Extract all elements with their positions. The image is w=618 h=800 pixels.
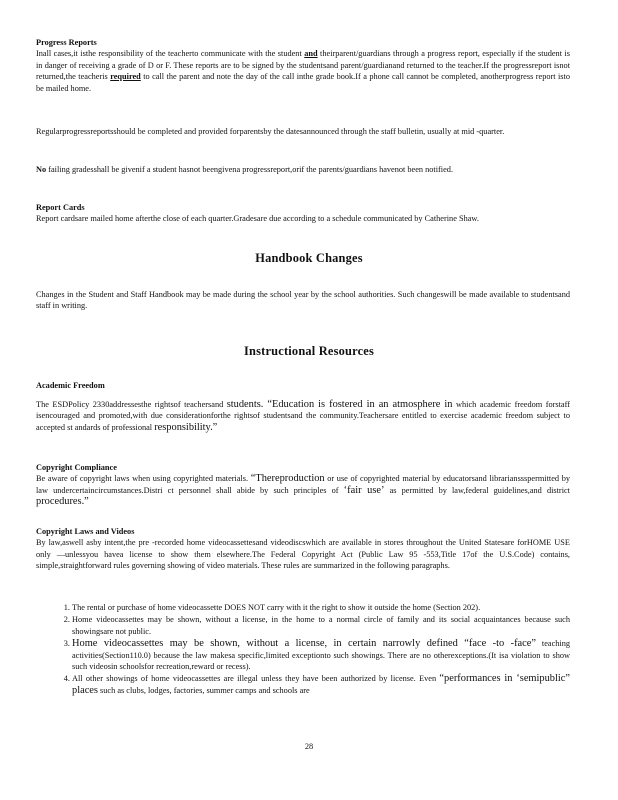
- text-run-large: Home videocassettes may be shown, without a license, in certain narrowly defined “face -to -face”: [72, 638, 536, 650]
- report-cards-section: [36, 202, 570, 225]
- academic-freedom-section: [36, 380, 570, 391]
- instructional-resources-heading: Instructional Resources: [244, 344, 374, 358]
- progress-reports-paragraph-2: Regularprogressreportsshould be completed and provided forparentsby the datesannounced through the staff bulletin, usually at mid -quarter.: [36, 127, 505, 136]
- progress-reports-paragraph-1: [36, 48, 570, 94]
- report-cards-heading: Report Cards: [36, 203, 85, 212]
- handbook-changes-section: [36, 289, 570, 312]
- text-run-large: ‘fair use’: [343, 484, 385, 496]
- list-item: [72, 673, 570, 696]
- text-run-large: students. “Education is fostered in an atmosphere in: [226, 399, 453, 410]
- report-cards-paragraph: Report cardsare mailed home afterthe close of each quarter.Gradesare due according to a schedule communicated by Catherine Shaw.: [36, 214, 479, 224]
- text-run: Be aware of copyright laws when using copyrighted materials.: [36, 474, 251, 484]
- progress-reports-paragraph-3-block: [36, 164, 570, 175]
- list-item: [72, 614, 570, 637]
- text-run-large: responsibility.”: [154, 421, 218, 433]
- video-rules-list: [50, 602, 570, 696]
- text-run: All other showings of home videocassettes are illegal unless they have been authorized by license. Even: [72, 674, 440, 684]
- handbook-changes-heading: Handbook Changes: [255, 251, 363, 265]
- text-run: failing gradesshall be givenif a student hasnot beengivena progressreport,orif the parents/guardians havenot been notified.: [46, 165, 454, 174]
- academic-freedom-heading: Academic Freedom: [36, 381, 105, 390]
- video-rules-list-block: [50, 602, 570, 697]
- text-run: The rental or purchase of home videocassette DOES NOT carry with it the right to show it outside the home (Section 202).: [72, 603, 481, 612]
- copyright-compliance-section: [36, 462, 570, 508]
- copyright-videos-paragraph: By law,aswell asby intent,the pre -recorded home videocassettesand videodiscswhich are available in stores throughout the United Statesare forHOME USE only —unlessyou havea license to show them elsewhere.The Federal Copyright Act (Public Law 95 -553,Title 17of the U.S.Code) contains, simple,straightforward rules governing showing of video materials. These rules are summarized in the following paragraphs.: [36, 538, 570, 571]
- text-run-large: “performances in ‘semipublic” places: [72, 673, 570, 696]
- academic-freedom-paragraph: [36, 399, 570, 433]
- emphasis-required: required: [110, 72, 141, 82]
- copyright-videos-section: [36, 526, 570, 572]
- copyright-videos-heading: Copyright Laws and Videos: [36, 527, 135, 536]
- emphasis-and: and: [304, 49, 318, 59]
- text-run: Inall cases,it isthe responsibility of the teacherto communicate with the student: [36, 49, 305, 59]
- text-run: Home videocassettes may be shown, without a license, in the home to a normal circle of family and its social acquaintances because such showingsare not public.: [72, 615, 570, 636]
- text-run: which academic freedom forstaff isencouraged and promoted,with due considerationforthe rightsof studentsand the community.Teachersare entitled to exercise academic freedom subject to accepted st andards of professional: [36, 400, 570, 432]
- academic-freedom-paragraph-block: [36, 399, 570, 433]
- text-run-large: “Thereproduction: [250, 473, 325, 485]
- list-item: [72, 638, 570, 672]
- text-run: The ESDPolicy 2330addressesthe rightsof teachersand: [36, 400, 227, 409]
- progress-reports-paragraph-2-block: [36, 126, 570, 137]
- progress-reports-paragraph-3: [36, 164, 570, 175]
- list-item: [72, 602, 570, 613]
- handbook-changes-paragraph: Changes in the Student and Staff Handbook may be made during the school year by the school authorities. Such changeswill be made available to studentsand staff in writing.: [36, 290, 570, 311]
- progress-reports-heading: Progress Reports: [36, 38, 97, 47]
- text-run: as permitted by law,federal guidelines,and district: [384, 485, 570, 495]
- text-run: to call the parent and note the day of the call inthe grade book.If a phone call cannot be completed, anotherprogress report isto be mailed home.: [36, 72, 570, 93]
- copyright-compliance-paragraph: [36, 473, 570, 507]
- progress-reports-section: [36, 37, 570, 94]
- text-run: such as clubs, lodges, factories, summer camps and schools are: [97, 685, 310, 695]
- emphasis-no: No: [36, 165, 47, 174]
- text-run: teaching activities(Section110.0) because the law makesa specific,limited exceptionto such showings. There are no otherexceptions.(It isa violation to show such videosin schoolsfor recreation,reward or recess).: [72, 639, 570, 672]
- text-run-large: procedures.”: [36, 496, 89, 508]
- text-run: or use of copyrighted material by educatorsand librarianssspermitted by law undercertaincircumstances.Distri ct personnel shall abide by such principles of: [36, 474, 570, 495]
- copyright-compliance-heading: Copyright Compliance: [36, 463, 117, 472]
- text-run: theirparent/guardians through a progress report, especially if the student is in danger of receiving a grade of D or F. These reports are to be signed by the studentsand parent/guardianand returned to the teacher.If the progressreport isnot returned,the teacheris: [36, 49, 570, 82]
- page-number: 28: [304, 742, 314, 751]
